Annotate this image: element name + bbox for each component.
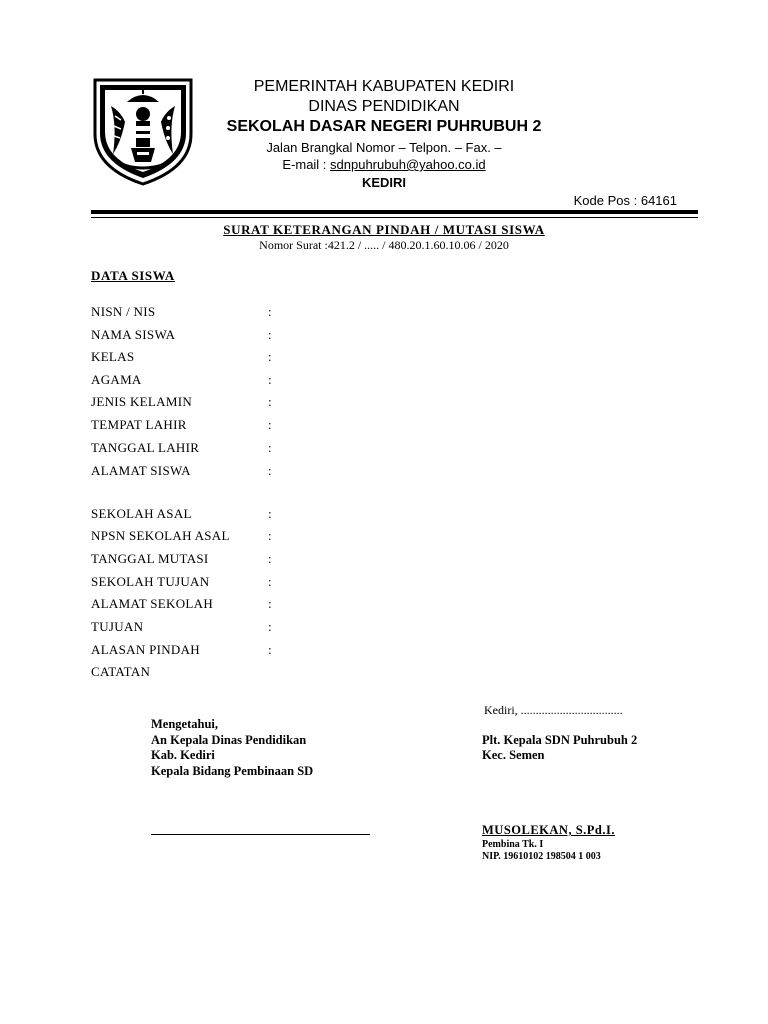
field-colon: : (268, 372, 272, 387)
government-name: PEMERINTAH KABUPATEN KEDIRI (253, 78, 515, 95)
field-label: NPSN SEKOLAH ASAL (91, 528, 230, 543)
field-label: NAMA SISWA (91, 327, 176, 342)
signature-left-blank-line (151, 834, 370, 835)
email-prefix: E-mail : (282, 157, 331, 172)
letterhead-divider-thick (91, 210, 698, 214)
field-colon: : (268, 596, 272, 611)
signature-left-line3: Kab. Kediri (151, 748, 215, 762)
field-label: JENIS KELAMIN (91, 394, 193, 409)
signature-left-line4: Kepala Bidang Pembinaan SD (151, 764, 314, 778)
field-label: NISN / NIS (91, 304, 156, 319)
field-colon: : (268, 619, 272, 634)
field-colon: : (268, 349, 272, 364)
document-number: Nomor Surat :421.2 / ..... / 480.20.1.60.10.06 / 2020 (259, 238, 509, 252)
field-label: TANGGAL LAHIR (91, 440, 200, 455)
field-label: AGAMA (91, 372, 142, 387)
signature-left-line2: An Kepala Dinas Pendidikan (151, 733, 307, 747)
field-label: ALAMAT SEKOLAH (91, 596, 214, 611)
field-colon: : (268, 394, 272, 409)
field-label: TEMPAT LAHIR (91, 417, 187, 432)
field-colon: : (268, 642, 272, 657)
postal-code: Kode Pos : 64161 (573, 193, 677, 208)
field-colon: : (268, 417, 272, 432)
field-colon: : (268, 440, 272, 455)
letterhead-divider-thin (91, 217, 698, 218)
signatory-name: MUSOLEKAN, S.Pd.I. (482, 823, 615, 837)
email-link[interactable]: sdnpuhrubuh@yahoo.co.id (330, 157, 486, 172)
field-colon: : (268, 574, 272, 589)
field-label: TUJUAN (91, 619, 144, 634)
document-title: SURAT KETERANGAN PINDAH / MUTASI SISWA (223, 222, 545, 237)
department-name: DINAS PENDIDIKAN (308, 98, 460, 115)
field-label: CATATAN (91, 664, 151, 679)
school-city: KEDIRI (361, 175, 407, 190)
field-colon: : (268, 506, 272, 521)
school-email-line (0, 157, 768, 172)
section-heading-data-siswa: DATA SISWA (91, 268, 175, 283)
field-label: TANGGAL MUTASI (91, 551, 209, 566)
field-colon: : (268, 327, 272, 342)
signatory-rank: Pembina Tk. I (482, 839, 544, 850)
field-label: ALASAN PINDAH (91, 642, 200, 657)
field-label: ALAMAT SISWA (91, 463, 191, 478)
field-colon: : (268, 304, 272, 319)
school-name: SEKOLAH DASAR NEGERI PUHRUBUH 2 (226, 118, 542, 135)
field-colon: : (268, 528, 272, 543)
signature-right-line2: Kec. Semen (482, 748, 545, 762)
field-label: KELAS (91, 349, 135, 364)
field-colon: : (268, 551, 272, 566)
signature-right-line1: Plt. Kepala SDN Puhrubuh 2 (482, 733, 638, 747)
field-label: SEKOLAH TUJUAN (91, 574, 210, 589)
field-label: SEKOLAH ASAL (91, 506, 192, 521)
signatory-nip: NIP. 19610102 198504 1 003 (482, 851, 601, 862)
school-address: Jalan Brangkal Nomor – Telpon. – Fax. – (266, 140, 502, 155)
signature-left-line1: Mengetahui, (151, 717, 219, 731)
signature-date-line: Kediri, .................................. (484, 703, 623, 717)
field-colon: : (268, 463, 272, 478)
